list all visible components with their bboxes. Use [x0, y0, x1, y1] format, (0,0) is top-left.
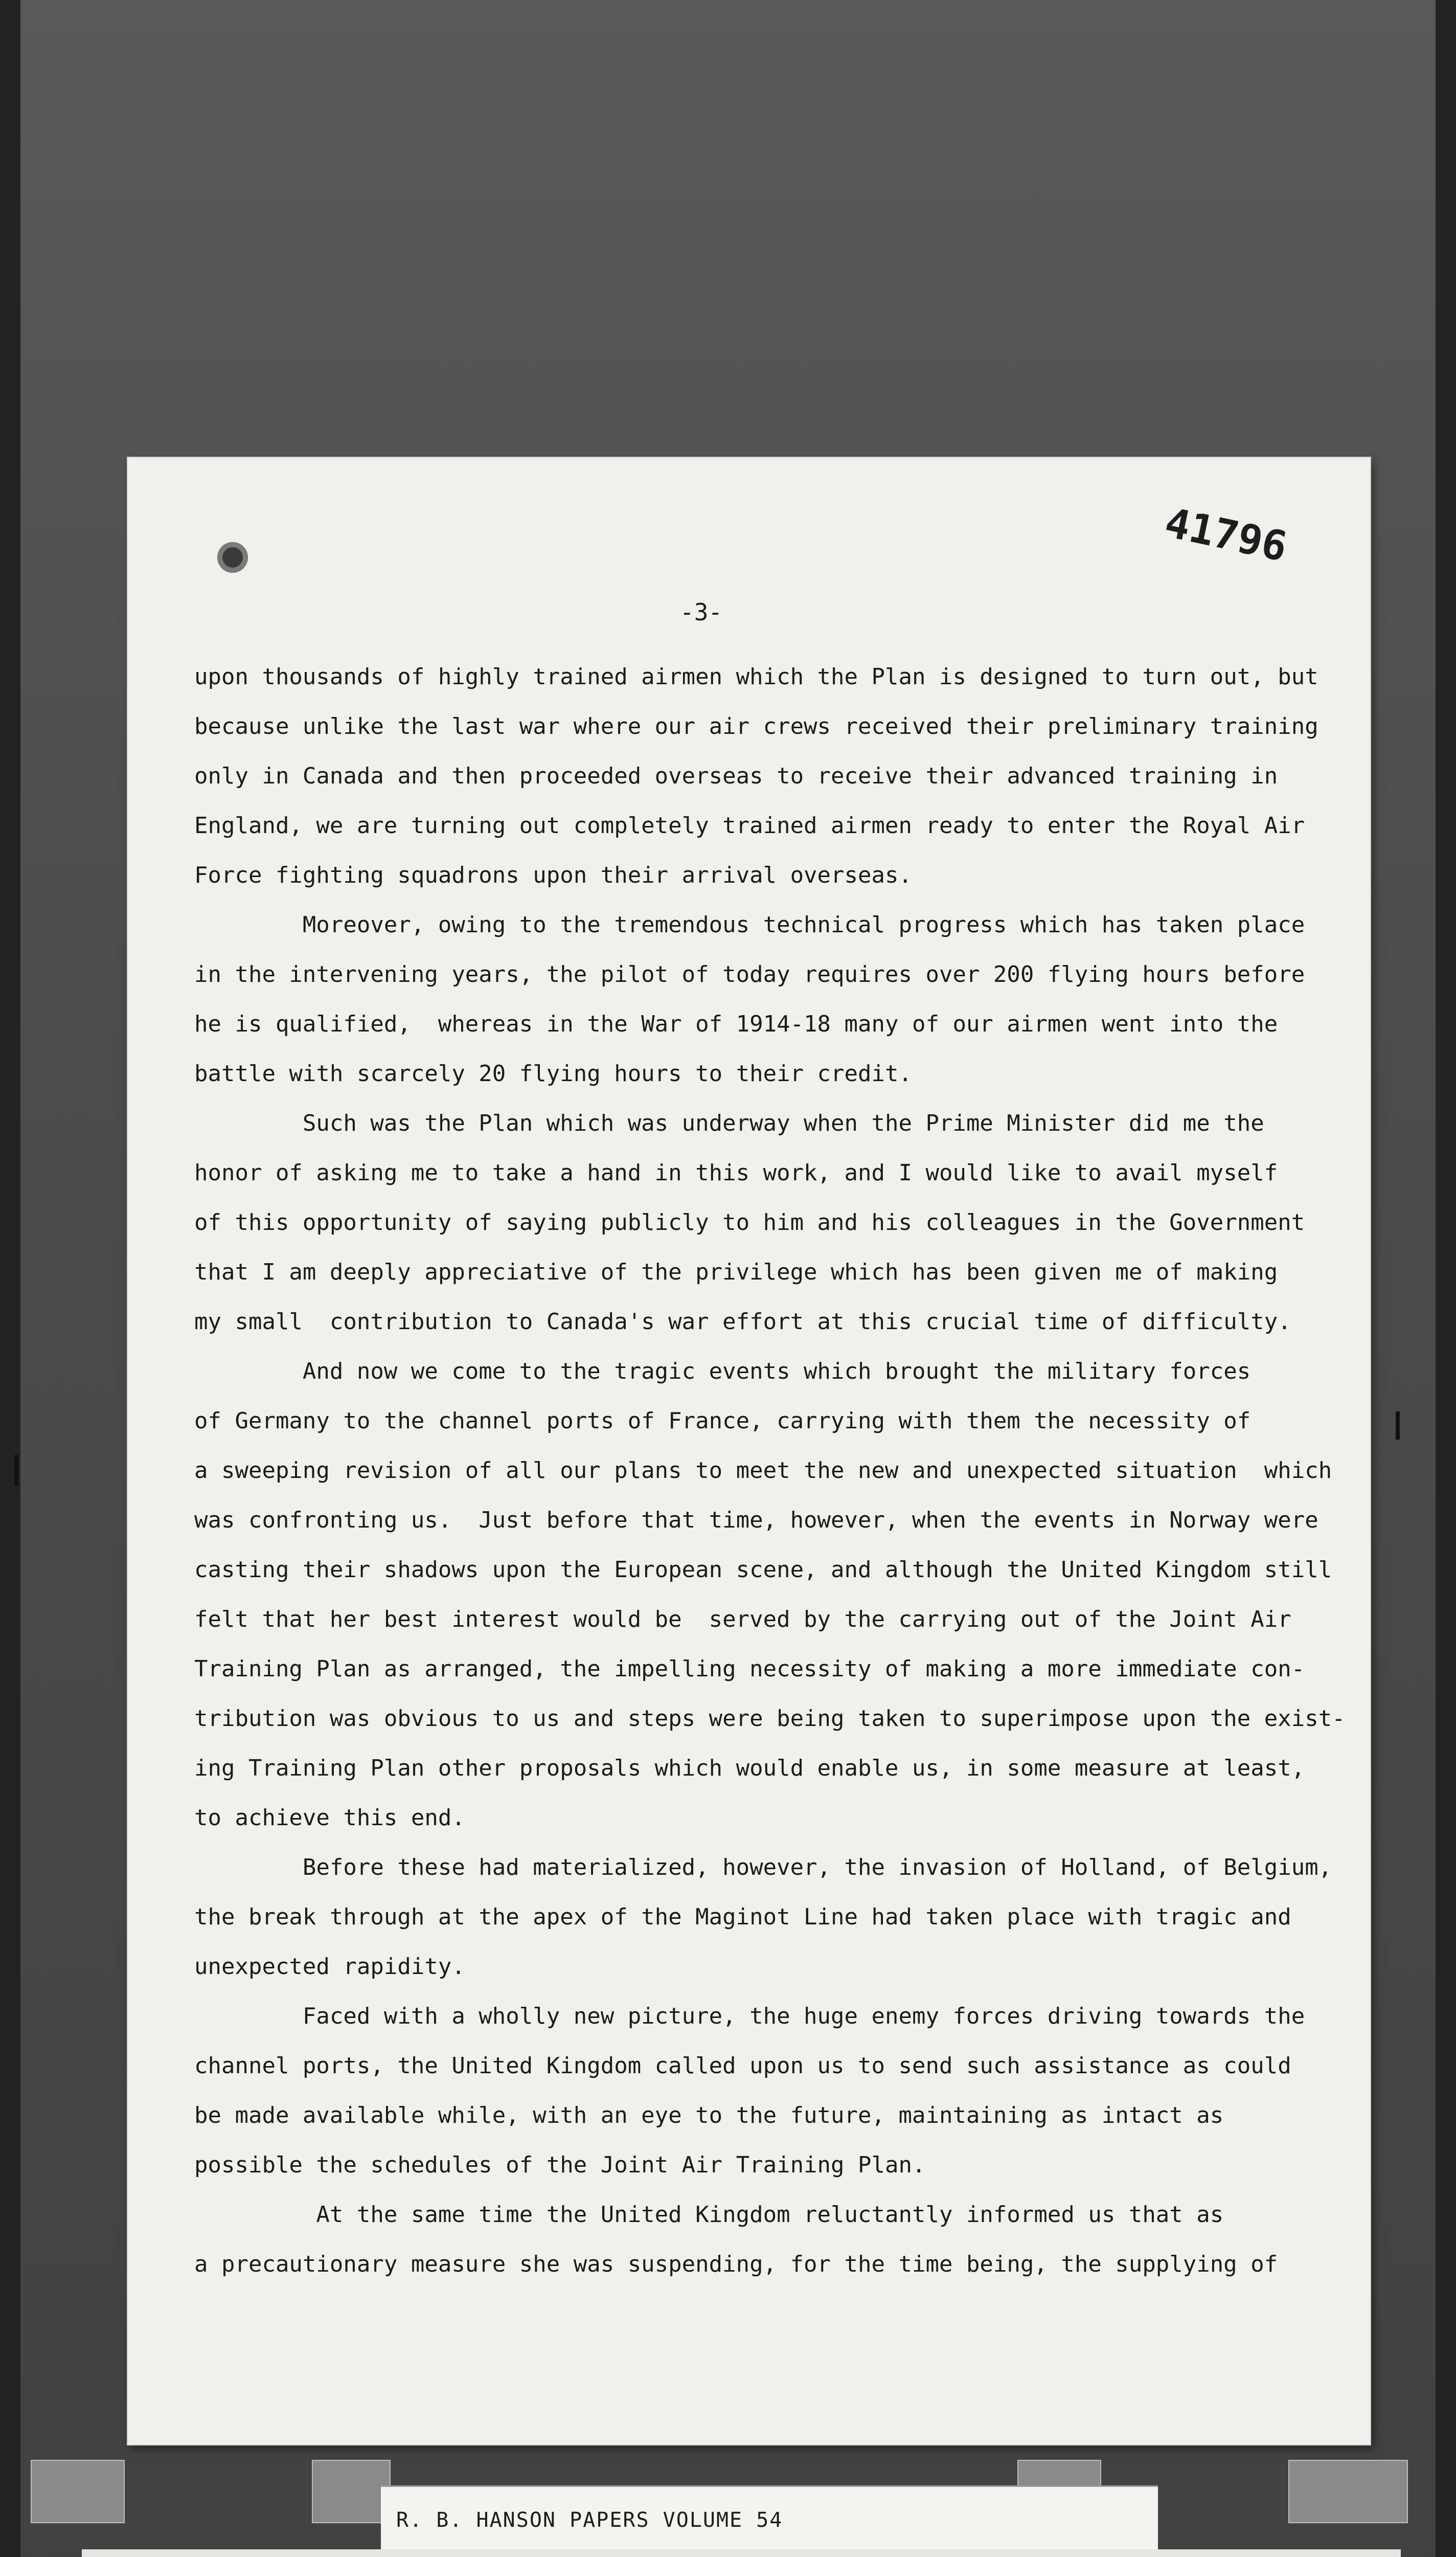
text-line: of this opportunity of saying publicly to him and his colleagues in the Government [194, 1209, 1305, 1236]
text-line: upon thousands of highly trained airmen which the Plan is designed to turn out, but [194, 664, 1318, 690]
text-line: of Germany to the channel ports of France, carrying with them the necessity of [194, 1408, 1251, 1434]
margin-mark-left [14, 1455, 18, 1486]
text-line: felt that her best interest would be served by the carrying out of the Joint Air [194, 1606, 1291, 1632]
punch-hole-icon [217, 542, 248, 573]
margin-mark-right [1396, 1411, 1400, 1440]
text-line: Moreover, owing to the tremendous technical progress which has taken place [194, 912, 1305, 938]
text-line: a precautionary measure she was suspending, for the time being, the supplying of [194, 2251, 1278, 2277]
text-line: England, we are turning out completely trained airmen ready to enter the Royal Air [194, 813, 1305, 839]
text-line: honor of asking me to take a hand in this work, and I would like to avail myself [194, 1160, 1278, 1186]
text-line: battle with scarcely 20 flying hours to their credit. [194, 1061, 912, 1087]
text-line: tribution was obvious to us and steps were being taken to superimpose upon the exist- [194, 1706, 1346, 1732]
text-line: Before these had materialized, however, the invasion of Holland, of Belgium, [194, 1854, 1332, 1880]
text-line: my small contribution to Canada's war effort at this crucial time of difficulty. [194, 1309, 1291, 1335]
text-line: Force fighting squadrons upon their arrival overseas. [194, 862, 912, 888]
text-line: that I am deeply appreciative of the privilege which has been given me of making [194, 1259, 1278, 1285]
tape-strip-middle-left [312, 2460, 391, 2523]
document-page [128, 458, 1370, 2444]
text-line: a sweeping revision of all our plans to meet the new and unexpected situation which [194, 1457, 1332, 1484]
text-line: only in Canada and then proceeded overseas to receive their advanced training in [194, 763, 1278, 789]
text-line: Such was the Plan which was underway when the Prime Minister did me the [194, 1110, 1264, 1136]
body-text [194, 652, 1346, 2289]
tape-strip-right [1288, 2460, 1408, 2523]
text-line: unexpected rapidity. [194, 1954, 465, 1980]
text-line: be made available while, with an eye to the future, maintaining as intact as [194, 2102, 1224, 2128]
text-line: channel ports, the United Kingdom called upon us to send such assistance as could [194, 2053, 1291, 2079]
stamp-number: 41796 [1161, 499, 1291, 571]
text-line: the break through at the apex of the Maginot Line had taken place with tragic and [194, 1904, 1291, 1930]
volume-label-text: R. B. HANSON PAPERS VOLUME 54 [396, 2508, 783, 2532]
text-line: to achieve this end. [194, 1805, 465, 1831]
archive-card [82, 2549, 1401, 2557]
volume-label [381, 2485, 1158, 2551]
text-line: because unlike the last war where our air crews received their preliminary training [194, 713, 1318, 739]
text-line: was confronting us. Just before that time, however, when the events in Norway were [194, 1507, 1318, 1533]
text-line: he is qualified, whereas in the War of 1914-18 many of our airmen went into the [194, 1011, 1278, 1037]
film-edge-left [0, 0, 20, 2557]
text-line: At the same time the United Kingdom reluctantly informed us that as [194, 2202, 1224, 2228]
page-number: -3- [680, 598, 723, 626]
text-line: casting their shadows upon the European scene, and although the United Kingdom still [194, 1557, 1332, 1583]
text-line: Training Plan as arranged, the impelling necessity of making a more immediate con- [194, 1656, 1305, 1682]
text-line: ing Training Plan other proposals which would enable us, in some measure at least, [194, 1755, 1305, 1781]
text-line: possible the schedules of the Joint Air Training Plan. [194, 2152, 926, 2178]
text-line: And now we come to the tragic events which brought the military forces [194, 1358, 1251, 1384]
text-line: in the intervening years, the pilot of today requires over 200 flying hours before [194, 961, 1305, 988]
film-edge-right [1436, 0, 1456, 2557]
tape-strip-left [31, 2460, 125, 2523]
text-line: Faced with a wholly new picture, the huge enemy forces driving towards the [194, 2003, 1305, 2029]
